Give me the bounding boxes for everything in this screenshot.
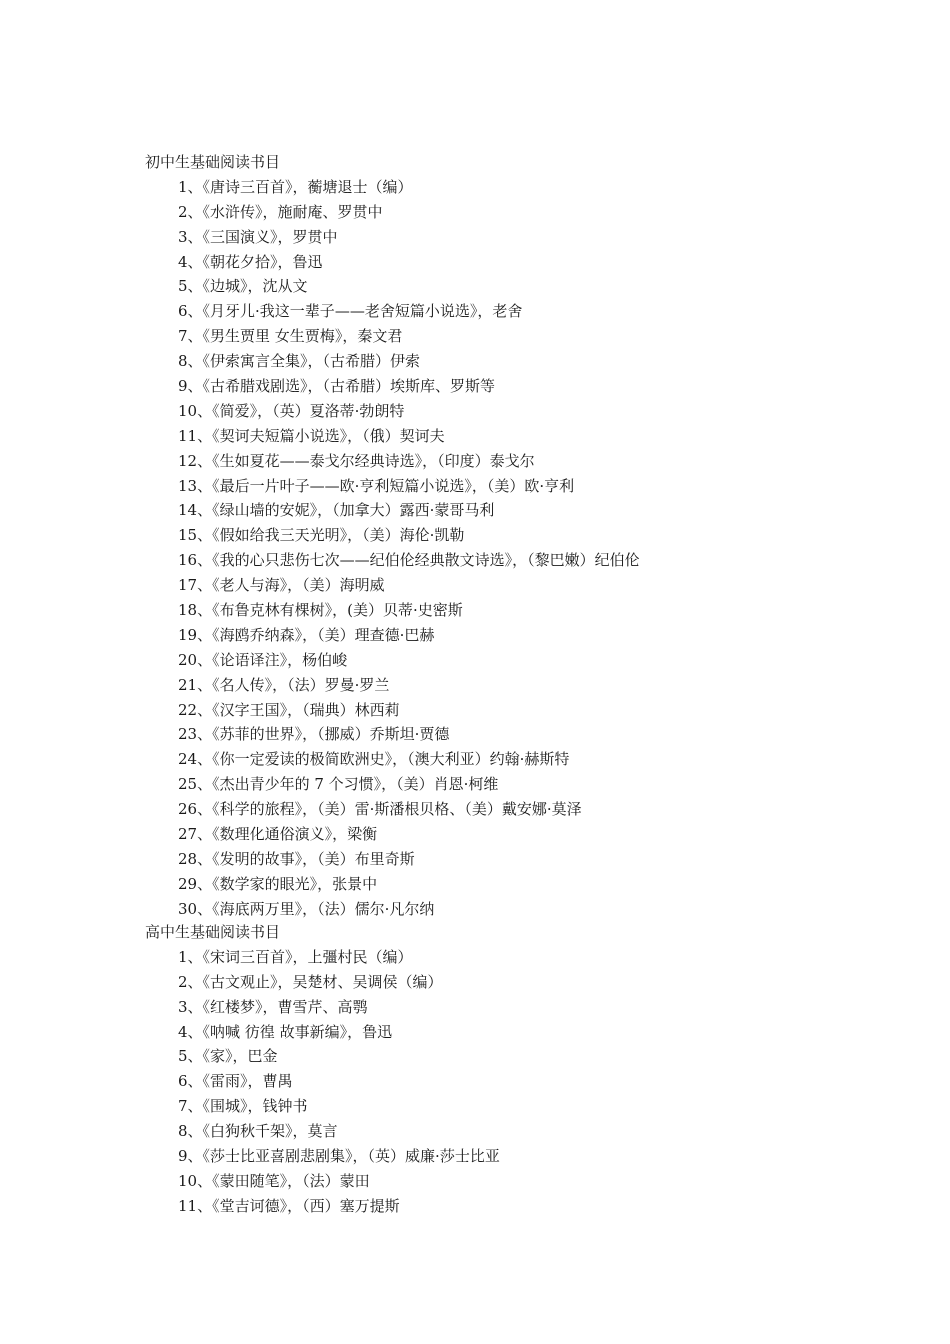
book-list-item: 18、《布鲁克林有棵树》，(美）贝蒂·史密斯: [178, 601, 463, 620]
book-list-item: 4、《呐喊 彷徨 故事新编》，鲁迅: [178, 1022, 393, 1041]
book-list-item: 6、《月牙儿·我这一辈子——老舍短篇小说选》，老舍: [178, 302, 523, 321]
book-list-item: 17、《老人与海》，（美）海明威: [178, 576, 385, 595]
senior-book-list: [0, 945, 950, 1219]
book-list-item: 3、《三国演义》，罗贯中: [178, 227, 338, 246]
book-list-item: 21、《名人传》，（法）罗曼·罗兰: [178, 675, 390, 694]
senior-reading-list: [0, 920, 950, 1219]
book-list-item: 13、《最后一片叶子——欧·亨利短篇小说选》，（美）欧·亨利: [178, 476, 575, 495]
book-list-item: 11、《契诃夫短篇小说选》，（俄）契诃夫: [178, 426, 445, 445]
book-list-item: 10、《简爱》，（英）夏洛蒂·勃朗特: [178, 401, 405, 420]
book-list-item: 5、《家》，巴金: [178, 1047, 278, 1066]
book-list-item: 12、《生如夏花——泰戈尔经典诗选》，（印度）泰戈尔: [178, 451, 535, 470]
book-list-item: 1、《宋词三百首》，上彊村民（编）: [178, 947, 413, 966]
book-list-item: 2、《古文观止》，吴楚材、吴调侯（编）: [178, 972, 443, 991]
book-list-item: 6、《雷雨》，曹禺: [178, 1072, 293, 1091]
book-list-item: 22、《汉字王国》，（瑞典）林西莉: [178, 700, 400, 719]
book-list-item: 26、《科学的旅程》，（美）雷·斯潘根贝格、（美）戴安娜·莫泽: [178, 800, 582, 819]
book-list-item: 27、《数理化通俗演义》，梁衡: [178, 825, 378, 844]
book-list-item: 8、《白狗秋千架》，莫言: [178, 1122, 338, 1141]
book-list-item: 4、《朝花夕拾》，鲁迅: [178, 252, 323, 271]
book-list-item: 20、《论语译注》，杨伯峻: [178, 650, 348, 669]
senior-list-heading: 高中生基础阅读书目: [145, 923, 281, 941]
book-list-item: 29、《数学家的眼光》，张景中: [178, 874, 378, 893]
book-list-item: 15、《假如给我三天光明》，（美）海伦·凯勒: [178, 526, 465, 545]
book-list-item: 5、《边城》，沈从文: [178, 277, 308, 296]
book-list-item: 14、《绿山墙的安妮》，（加拿大）露西·蒙哥马利: [178, 501, 495, 520]
book-list-item: 1、《唐诗三百首》，蘅塘退士（编）: [178, 177, 413, 196]
book-list-item: 28、《发明的故事》，（美）布里奇斯: [178, 849, 415, 868]
book-list-item: 11、《堂吉诃德》，（西）塞万提斯: [178, 1196, 400, 1215]
book-list-item: 8、《伊索寓言全集》，（古希腊）伊索: [178, 352, 421, 371]
book-list-item: 3、《红楼梦》，曹雪芹、高鹗: [178, 997, 368, 1016]
book-list-item: 7、《男生贾里 女生贾梅》，秦文君: [178, 327, 403, 346]
book-list-item: 10、《蒙田随笔》，（法）蒙田: [178, 1171, 370, 1190]
junior-book-list: [0, 175, 950, 922]
book-list-item: 24、《你一定爱读的极简欧洲史》，（澳大利亚）约翰·赫斯特: [178, 750, 570, 769]
book-list-item: 16、《我的心只悲伤七次——纪伯伦经典散文诗选》，（黎巴嫩）纪伯伦: [178, 551, 640, 570]
book-list-item: 25、《杰出青少年的 7 个习惯》，（美）肖恩·柯维: [178, 775, 499, 794]
junior-list-heading: 初中生基础阅读书目: [145, 153, 281, 171]
book-list-item: 9、《古希腊戏剧选》，（古希腊）埃斯库、罗斯等: [178, 377, 496, 396]
book-list-item: 9、《莎士比亚喜剧悲剧集》，（英）威廉·莎士比亚: [178, 1147, 500, 1166]
book-list-item: 30、《海底两万里》，（法）儒尔·凡尔纳: [178, 899, 435, 918]
book-list-item: 19、《海鸥乔纳森》，（美）理查德·巴赫: [178, 625, 435, 644]
book-list-item: 7、《围城》，钱钟书: [178, 1097, 308, 1116]
junior-reading-list: [0, 150, 950, 922]
book-list-item: 23、《苏菲的世界》，（挪威）乔斯坦·贾德: [178, 725, 450, 744]
book-list-item: 2、《水浒传》，施耐庵、罗贯中: [178, 202, 383, 221]
